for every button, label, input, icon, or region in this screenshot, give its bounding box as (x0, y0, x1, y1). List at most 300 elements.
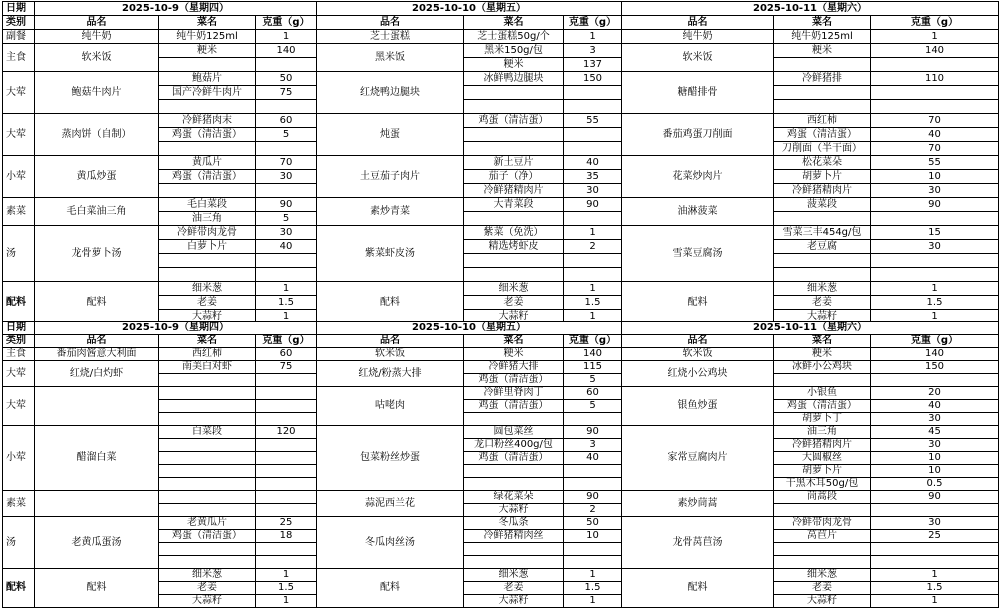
ingredient-weight: 1 (563, 225, 622, 240)
ingredient-name: 油三角 (773, 425, 871, 439)
empty-weight-cell (255, 373, 317, 387)
empty-weight-cell (563, 211, 622, 226)
empty-ingredient-cell (773, 211, 871, 226)
ingredient-name: 细米葱 (158, 281, 256, 296)
dish-name: 毛白菜油三角 (34, 197, 159, 226)
ingredient-name: 鸡蛋（清洁蛋） (463, 399, 564, 413)
weight-header: 克重（g） (870, 334, 999, 348)
empty-weight-cell (255, 267, 317, 282)
category-cell: 小荤 (2, 425, 35, 491)
day-date: 2025-10-10（星期五） (316, 321, 622, 335)
ingredient-header: 菜名 (463, 334, 564, 348)
dish-name: 软米饭 (621, 347, 774, 361)
ingredient-name: 粳米 (773, 347, 871, 361)
empty-weight-cell (563, 477, 622, 491)
dish-name: 番茄鸡蛋刀削面 (621, 113, 774, 156)
dish-name: 红烧鸭边腿块 (316, 71, 464, 114)
dish-name: 家常豆腐肉片 (621, 425, 774, 491)
ingredient-weight: 0.5 (870, 477, 999, 491)
category-cell: 素菜 (2, 197, 35, 226)
empty-ingredient-cell (158, 386, 256, 400)
empty-ingredient-cell (158, 99, 256, 114)
ingredient-weight: 10 (563, 529, 622, 543)
dish-name: 配料 (621, 281, 774, 324)
empty-weight-cell (870, 503, 999, 517)
ingredient-name: 冰鲜小公鸡块 (773, 360, 871, 374)
ingredient-name: 大蒜籽 (158, 594, 256, 608)
weight-header: 克重（g） (870, 15, 999, 30)
dish-name: 糖醋排骨 (621, 71, 774, 114)
ingredient-name: 大蒜籽 (463, 309, 564, 324)
ingredient-name: 冷鲜猪肉末 (158, 113, 256, 128)
ingredient-name: 南美白对虾 (158, 360, 256, 374)
ingredient-name: 纯牛奶125ml (773, 29, 871, 44)
ingredient-name: 茄子（净） (463, 169, 564, 184)
ingredient-weight: 1.5 (870, 581, 999, 595)
ingredient-weight: 10 (870, 451, 999, 465)
ingredient-name: 老姜 (773, 581, 871, 595)
ingredient-weight: 1.5 (255, 295, 317, 310)
ingredient-weight: 90 (563, 425, 622, 439)
ingredient-weight: 20 (870, 386, 999, 400)
dish-name: 纯牛奶 (34, 29, 159, 44)
empty-weight-cell (563, 267, 622, 282)
empty-weight-cell (870, 542, 999, 556)
ingredient-name: 粳米 (773, 43, 871, 58)
ingredient-name: 鸡蛋（清洁蛋） (158, 529, 256, 543)
ingredient-name: 国产冷鲜牛肉片 (158, 85, 256, 100)
ingredient-name: 茼蒿段 (773, 490, 871, 504)
ingredient-weight: 25 (255, 516, 317, 530)
empty-ingredient-cell (463, 99, 564, 114)
ingredient-weight: 2 (563, 503, 622, 517)
ingredient-weight: 1 (255, 309, 317, 324)
empty-weight-cell (255, 399, 317, 413)
ingredient-weight: 30 (255, 225, 317, 240)
empty-weight-cell (255, 477, 317, 491)
ingredient-weight: 115 (563, 360, 622, 374)
ingredient-weight: 1 (255, 568, 317, 582)
ingredient-weight: 60 (255, 347, 317, 361)
empty-ingredient-cell (463, 211, 564, 226)
dish-name: 番茄肉酱意大利面 (34, 347, 159, 361)
ingredient-weight: 30 (563, 183, 622, 198)
empty-ingredient-cell (773, 373, 871, 387)
ingredient-weight: 1.5 (563, 581, 622, 595)
dish-name: 炖蛋 (316, 113, 464, 156)
ingredient-weight: 35 (563, 169, 622, 184)
weight-header: 克重（g） (563, 15, 622, 30)
empty-weight-cell (255, 253, 317, 268)
ingredient-weight: 30 (870, 412, 999, 426)
empty-weight-cell (870, 267, 999, 282)
ingredient-weight: 150 (563, 71, 622, 86)
ingredient-weight: 90 (255, 197, 317, 212)
dish-name: 龙骨萝卜汤 (34, 225, 159, 282)
empty-ingredient-cell (158, 542, 256, 556)
dish-name: 咕咾肉 (316, 386, 464, 426)
ingredient-name: 细米葱 (158, 568, 256, 582)
ingredient-weight: 50 (563, 516, 622, 530)
dish-name: 紫菜虾皮汤 (316, 225, 464, 282)
ingredient-name: 大蒜籽 (773, 594, 871, 608)
empty-ingredient-cell (463, 127, 564, 142)
dish-name: 包菜粉丝炒蛋 (316, 425, 464, 491)
dish-name: 老黄瓜蛋汤 (34, 516, 159, 569)
category-cell: 配料 (2, 568, 35, 608)
empty-ingredient-cell (158, 57, 256, 72)
empty-weight-cell (255, 542, 317, 556)
empty-ingredient-cell (158, 503, 256, 517)
ingredient-header: 菜名 (773, 15, 871, 30)
ingredient-name: 鸡蛋（清洁蛋） (158, 127, 256, 142)
dish-name: 素炒茼蒿 (621, 490, 774, 517)
category-cell: 大荤 (2, 386, 35, 426)
ingredient-weight: 1 (255, 281, 317, 296)
empty-weight-cell (255, 183, 317, 198)
category-cell: 配料 (2, 281, 35, 324)
ingredient-name: 胡萝卜丁 (773, 412, 871, 426)
ingredient-header: 菜名 (463, 15, 564, 30)
ingredient-header: 菜名 (158, 334, 256, 348)
ingredient-weight: 75 (255, 85, 317, 100)
ingredient-name: 绿花菜朵 (463, 490, 564, 504)
ingredient-header: 菜名 (158, 15, 256, 30)
ingredient-name: 纯牛奶125ml (158, 29, 256, 44)
ingredient-weight: 5 (255, 127, 317, 142)
ingredient-name: 菠菜段 (773, 197, 871, 212)
empty-weight-cell (255, 490, 317, 504)
ingredient-weight: 1 (870, 29, 999, 44)
ingredient-weight: 1 (563, 29, 622, 44)
category-cell: 主食 (2, 43, 35, 72)
dish-header: 品名 (316, 334, 464, 348)
empty-ingredient-cell (158, 183, 256, 198)
ingredient-weight: 1 (870, 281, 999, 296)
ingredient-name: 紫菜（免洗） (463, 225, 564, 240)
empty-weight-cell (255, 438, 317, 452)
empty-ingredient-cell (463, 253, 564, 268)
empty-ingredient-cell (463, 555, 564, 569)
empty-weight-cell (563, 85, 622, 100)
empty-weight-cell (563, 127, 622, 142)
ingredient-name: 圆包菜丝 (463, 425, 564, 439)
day-date: 2025-10-10（星期五） (316, 1, 622, 16)
ingredient-weight: 70 (870, 113, 999, 128)
ingredient-name: 大青菜段 (463, 197, 564, 212)
ingredient-name: 新土豆片 (463, 155, 564, 170)
ingredient-weight: 55 (870, 155, 999, 170)
ingredient-weight: 70 (870, 141, 999, 156)
ingredient-weight: 15 (870, 225, 999, 240)
ingredient-name: 大蒜籽 (773, 309, 871, 324)
empty-weight-cell (255, 555, 317, 569)
empty-ingredient-cell (773, 503, 871, 517)
dish-name (34, 490, 159, 517)
weight-header: 克重（g） (563, 334, 622, 348)
empty-ingredient-cell (158, 267, 256, 282)
empty-weight-cell (563, 99, 622, 114)
dish-name: 雪菜豆腐汤 (621, 225, 774, 282)
dish-name: 配料 (316, 281, 464, 324)
ingredient-weight: 140 (563, 347, 622, 361)
empty-ingredient-cell (463, 412, 564, 426)
ingredient-name: 鸡蛋（清洁蛋） (463, 451, 564, 465)
dish-header: 品名 (621, 15, 774, 30)
ingredient-weight: 1 (255, 594, 317, 608)
empty-weight-cell (255, 141, 317, 156)
dish-name: 醋溜白菜 (34, 425, 159, 491)
ingredient-name: 冷鲜猪排 (773, 71, 871, 86)
ingredient-weight: 55 (563, 113, 622, 128)
empty-weight-cell (255, 412, 317, 426)
ingredient-name: 雪菜三丰454g/包 (773, 225, 871, 240)
ingredient-weight: 25 (870, 529, 999, 543)
ingredient-weight: 30 (870, 239, 999, 254)
ingredient-weight: 30 (870, 183, 999, 198)
category-cell: 主食 (2, 347, 35, 361)
ingredient-name: 大蒜籽 (158, 309, 256, 324)
ingredient-weight: 137 (563, 57, 622, 72)
category-cell: 大荤 (2, 360, 35, 387)
empty-ingredient-cell (773, 253, 871, 268)
ingredient-weight: 140 (870, 43, 999, 58)
ingredient-weight: 120 (255, 425, 317, 439)
empty-ingredient-cell (463, 542, 564, 556)
empty-ingredient-cell (158, 373, 256, 387)
empty-weight-cell (255, 464, 317, 478)
dish-name: 土豆茄子肉片 (316, 155, 464, 198)
dish-name: 银鱼炒蛋 (621, 386, 774, 426)
dish-name: 红烧小公鸡块 (621, 360, 774, 387)
day-date: 2025-10-9（星期四） (34, 1, 317, 16)
empty-weight-cell (255, 57, 317, 72)
category-cell: 大荤 (2, 71, 35, 114)
ingredient-weight: 75 (255, 360, 317, 374)
ingredient-name: 西红柿 (773, 113, 871, 128)
ingredient-weight: 30 (255, 169, 317, 184)
date-label: 日期 (2, 321, 35, 335)
ingredient-weight: 40 (255, 239, 317, 254)
ingredient-weight: 1.5 (255, 581, 317, 595)
empty-ingredient-cell (463, 477, 564, 491)
category-cell: 小荤 (2, 155, 35, 198)
empty-ingredient-cell (158, 399, 256, 413)
ingredient-name: 白菜段 (158, 425, 256, 439)
empty-ingredient-cell (158, 412, 256, 426)
ingredient-name: 冰鲜鸭边腿块 (463, 71, 564, 86)
ingredient-name: 大圆椒丝 (773, 451, 871, 465)
ingredient-name: 粳米 (463, 57, 564, 72)
category-cell: 大荤 (2, 113, 35, 156)
ingredient-weight: 1 (870, 568, 999, 582)
ingredient-name: 小银鱼 (773, 386, 871, 400)
empty-weight-cell (870, 85, 999, 100)
ingredient-weight: 3 (563, 43, 622, 58)
dish-name: 冬瓜肉丝汤 (316, 516, 464, 569)
dish-name: 配料 (34, 281, 159, 324)
ingredient-weight: 50 (255, 71, 317, 86)
ingredient-name: 老豆腐 (773, 239, 871, 254)
category-cell: 汤 (2, 225, 35, 282)
empty-ingredient-cell (773, 555, 871, 569)
ingredient-weight: 90 (563, 197, 622, 212)
weight-header: 克重（g） (255, 334, 317, 348)
dish-name: 蒜泥西兰花 (316, 490, 464, 517)
empty-weight-cell (870, 99, 999, 114)
ingredient-name: 鸡蛋（清洁蛋） (463, 373, 564, 387)
ingredient-weight: 40 (563, 155, 622, 170)
ingredient-name: 粳米 (463, 347, 564, 361)
empty-ingredient-cell (158, 464, 256, 478)
ingredient-name: 鸡蛋（清洁蛋） (463, 113, 564, 128)
ingredient-name: 油三角 (158, 211, 256, 226)
ingredient-name: 大蒜籽 (463, 503, 564, 517)
ingredient-weight: 140 (870, 347, 999, 361)
dish-name: 软米饭 (34, 43, 159, 72)
ingredient-name: 冷鲜带肉龙骨 (158, 225, 256, 240)
dish-name: 素炒青菜 (316, 197, 464, 226)
empty-ingredient-cell (463, 464, 564, 478)
ingredient-name: 细米葱 (773, 281, 871, 296)
ingredient-name: 冷鲜猪精肉片 (773, 183, 871, 198)
dish-header: 品名 (34, 15, 159, 30)
dish-name: 黑米饭 (316, 43, 464, 72)
empty-weight-cell (255, 99, 317, 114)
ingredient-weight: 30 (870, 438, 999, 452)
empty-weight-cell (870, 555, 999, 569)
dish-header: 品名 (621, 334, 774, 348)
ingredient-name: 白萝卜片 (158, 239, 256, 254)
ingredient-name: 老黄瓜片 (158, 516, 256, 530)
dish-name: 配料 (34, 568, 159, 608)
ingredient-name: 冬瓜条 (463, 516, 564, 530)
empty-ingredient-cell (158, 141, 256, 156)
ingredient-weight: 110 (870, 71, 999, 86)
ingredient-header: 菜名 (773, 334, 871, 348)
category-label: 类别 (2, 15, 35, 30)
ingredient-name: 老姜 (463, 295, 564, 310)
ingredient-name: 细米葱 (773, 568, 871, 582)
empty-weight-cell (563, 464, 622, 478)
ingredient-name: 冷鲜猪精肉片 (463, 183, 564, 198)
ingredient-name: 大蒜籽 (463, 594, 564, 608)
empty-ingredient-cell (773, 85, 871, 100)
dish-name: 配料 (621, 568, 774, 608)
ingredient-weight: 2 (563, 239, 622, 254)
empty-weight-cell (870, 57, 999, 72)
empty-weight-cell (563, 555, 622, 569)
ingredient-weight: 90 (870, 490, 999, 504)
ingredient-name: 芝士蛋糕50g/个 (463, 29, 564, 44)
empty-weight-cell (563, 253, 622, 268)
ingredient-weight: 90 (870, 197, 999, 212)
ingredient-weight: 10 (870, 464, 999, 478)
ingredient-name: 老姜 (158, 581, 256, 595)
dish-name: 芝士蛋糕 (316, 29, 464, 44)
weight-header: 克重（g） (255, 15, 317, 30)
empty-weight-cell (563, 412, 622, 426)
ingredient-name: 冷鲜里脊肉丁 (463, 386, 564, 400)
day-date: 2025-10-11（星期六） (621, 321, 999, 335)
ingredient-weight: 5 (563, 373, 622, 387)
ingredient-name: 老姜 (158, 295, 256, 310)
dish-header: 品名 (34, 334, 159, 348)
dish-name: 红烧/粉蒸大排 (316, 360, 464, 387)
empty-weight-cell (870, 253, 999, 268)
ingredient-name: 胡萝卜片 (773, 464, 871, 478)
ingredient-name: 老姜 (773, 295, 871, 310)
dish-name: 花菜炒肉片 (621, 155, 774, 198)
ingredient-name: 松花菜朵 (773, 155, 871, 170)
ingredient-weight: 1 (255, 29, 317, 44)
empty-ingredient-cell (158, 438, 256, 452)
dish-name: 配料 (316, 568, 464, 608)
ingredient-weight: 1.5 (563, 295, 622, 310)
ingredient-name: 干黑木耳50g/包 (773, 477, 871, 491)
empty-weight-cell (255, 503, 317, 517)
category-cell: 汤 (2, 516, 35, 569)
empty-weight-cell (870, 211, 999, 226)
ingredient-name: 刀削面（半干面） (773, 141, 871, 156)
ingredient-weight: 40 (870, 127, 999, 142)
ingredient-weight: 30 (870, 516, 999, 530)
ingredient-name: 龙口粉丝400g/包 (463, 438, 564, 452)
dish-name: 黄瓜炒蛋 (34, 155, 159, 198)
day-date: 2025-10-11（星期六） (621, 1, 999, 16)
ingredient-weight: 140 (255, 43, 317, 58)
ingredient-name: 鸡蛋（清洁蛋） (773, 127, 871, 142)
dish-name: 蒸肉饼（自制） (34, 113, 159, 156)
ingredient-name: 老姜 (463, 581, 564, 595)
ingredient-name: 胡萝卜片 (773, 169, 871, 184)
day-date: 2025-10-9（星期四） (34, 321, 317, 335)
ingredient-name: 鲍菇片 (158, 71, 256, 86)
ingredient-name: 冷鲜猪精肉片 (773, 438, 871, 452)
ingredient-name: 冷鲜带肉龙骨 (773, 516, 871, 530)
ingredient-weight: 60 (563, 386, 622, 400)
empty-weight-cell (255, 451, 317, 465)
category-cell: 素菜 (2, 490, 35, 517)
ingredient-name: 冷鲜猪精肉丝 (463, 529, 564, 543)
empty-ingredient-cell (463, 141, 564, 156)
ingredient-weight: 60 (255, 113, 317, 128)
ingredient-weight: 3 (563, 438, 622, 452)
ingredient-weight: 45 (870, 425, 999, 439)
ingredient-weight: 90 (563, 490, 622, 504)
dish-name (34, 386, 159, 426)
ingredient-name: 精选烤虾皮 (463, 239, 564, 254)
dish-name: 鲍菇牛肉片 (34, 71, 159, 114)
ingredient-name: 西红柿 (158, 347, 256, 361)
empty-ingredient-cell (158, 490, 256, 504)
ingredient-name: 冷鲜猪大排 (463, 360, 564, 374)
dish-header: 品名 (316, 15, 464, 30)
empty-ingredient-cell (463, 85, 564, 100)
ingredient-weight: 70 (255, 155, 317, 170)
empty-ingredient-cell (158, 253, 256, 268)
ingredient-weight: 1 (563, 281, 622, 296)
ingredient-weight: 1.5 (870, 295, 999, 310)
dish-name: 软米饭 (316, 347, 464, 361)
ingredient-name: 细米葱 (463, 568, 564, 582)
ingredient-name: 莴苣片 (773, 529, 871, 543)
date-label: 日期 (2, 1, 35, 16)
ingredient-name: 鸡蛋（清洁蛋） (158, 169, 256, 184)
empty-ingredient-cell (773, 267, 871, 282)
empty-ingredient-cell (463, 267, 564, 282)
ingredient-name: 黑米150g/包 (463, 43, 564, 58)
